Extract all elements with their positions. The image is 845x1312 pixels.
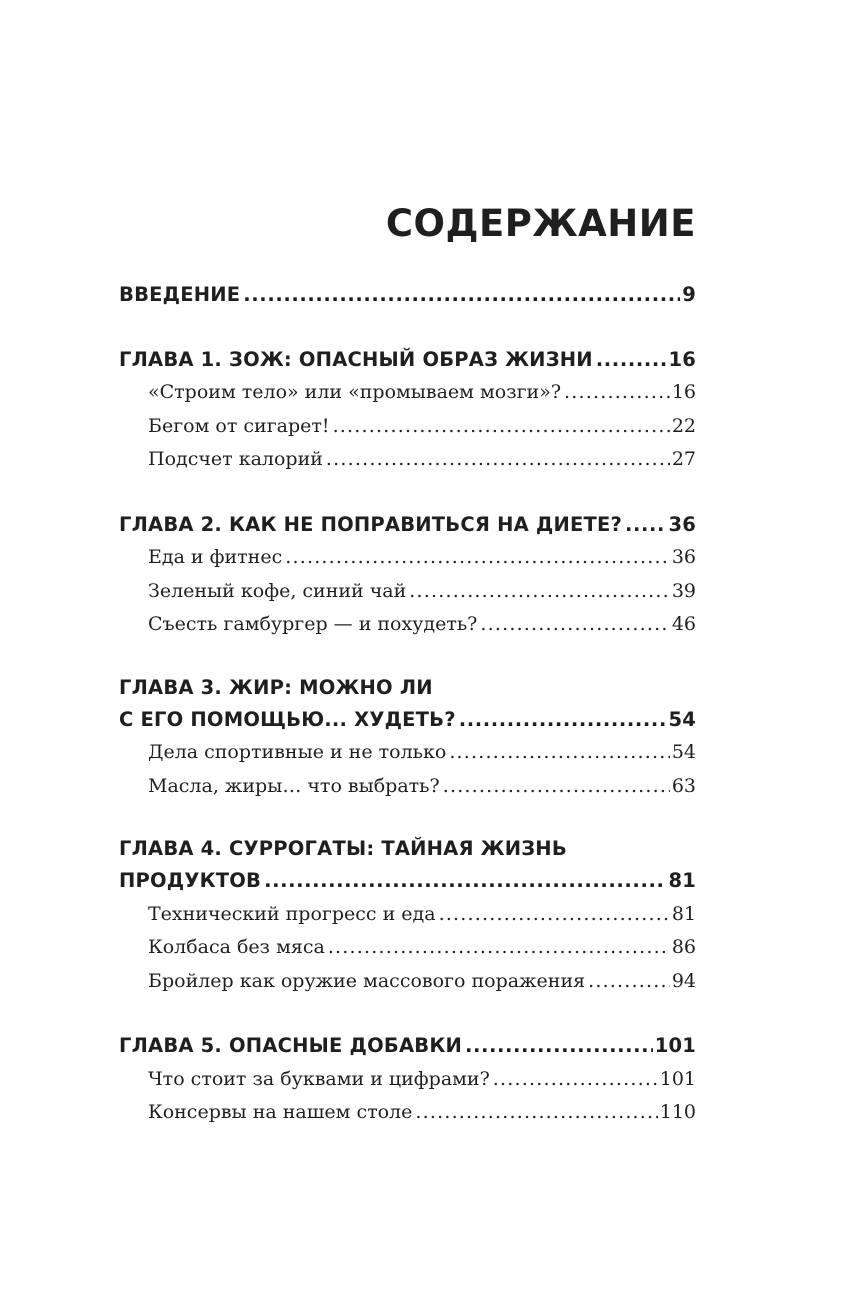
chapter-title-line: ГЛАВА 3. ЖИР: МОЖНО ЛИ [119, 675, 433, 699]
entry-page-number: 22 [671, 414, 696, 437]
entry-page-number: 36 [668, 512, 696, 536]
entry-label: Колбаса без мяса [148, 936, 325, 958]
entry-page-number: 63 [671, 774, 696, 797]
entry-page-number: 16 [671, 381, 696, 403]
dot-leader [326, 443, 670, 477]
entry-label: Технический прогресс и еда [148, 902, 436, 925]
entry-page-number: 101 [654, 1034, 696, 1057]
toc-group-chapter-4 [119, 834, 696, 998]
toc-entry-section[interactable] [119, 443, 696, 477]
dot-leader [264, 864, 666, 898]
dot-leader [439, 898, 670, 932]
dot-leader [415, 1096, 657, 1130]
entry-page-number: 81 [668, 869, 696, 892]
entry-page-number: 86 [671, 936, 696, 958]
entry-label: Что стоит за буквами и цифрами? [148, 1067, 490, 1090]
entry-label: С ЕГО ПОМОЩЬЮ... ХУДЕТЬ? [119, 707, 456, 731]
dot-leader [465, 1029, 653, 1063]
entry-label: Масла, жиры… что выбрать? [148, 774, 440, 797]
toc-entry-chapter-2[interactable] [119, 508, 696, 542]
dot-leader [409, 575, 670, 609]
entry-page-number: 39 [671, 579, 696, 602]
dot-leader [285, 541, 670, 575]
toc-entry-section[interactable] [119, 965, 696, 999]
toc-entry-section[interactable] [119, 770, 696, 804]
toc-group-introduction [119, 278, 696, 312]
entry-page-number: 46 [671, 613, 696, 635]
toc-entry-section[interactable] [119, 575, 696, 609]
toc-entry-section[interactable] [119, 931, 696, 965]
entry-page-number: 27 [671, 448, 696, 470]
toc-entry-section[interactable] [119, 541, 696, 575]
dot-leader [243, 278, 680, 312]
dot-leader [480, 608, 669, 642]
dot-leader [596, 343, 667, 377]
book-page [119, 0, 696, 1312]
entry-label: «Строим тело» или «промываем мозги»? [148, 381, 562, 403]
toc-list [119, 278, 696, 1161]
toc-title: СОДЕРЖАНИЕ [385, 202, 696, 245]
entry-page-number: 36 [671, 546, 696, 568]
entry-page-number: 110 [659, 1101, 696, 1123]
entry-label: Дела спортивные и не только [148, 741, 447, 763]
dot-leader [449, 736, 670, 770]
toc-entry-section[interactable] [119, 410, 696, 444]
toc-group-chapter-2 [119, 508, 696, 642]
entry-label: Бегом от сигарет! [148, 414, 330, 437]
toc-entry-section[interactable] [119, 376, 696, 410]
entry-label: ГЛАВА 1. ЗОЖ: ОПАСНЫЙ ОБРАЗ ЖИЗНИ [119, 347, 593, 371]
entry-label: ГЛАВА 5. ОПАСНЫЕ ДОБАВКИ [119, 1034, 462, 1057]
toc-group-chapter-5 [119, 1029, 696, 1130]
entry-label: Бройлер как оружие массового поражения [148, 969, 586, 992]
toc-entry-chapter-5[interactable] [119, 1029, 696, 1063]
entry-label: Зеленый кофе, синий чай [148, 579, 407, 602]
dot-leader [564, 376, 670, 410]
dot-leader [493, 1063, 658, 1097]
entry-page-number: 9 [682, 283, 696, 306]
entry-label: Съесть гамбургер — и похудеть? [148, 613, 478, 635]
entry-label: ПРОДУКТОВ [119, 869, 262, 892]
toc-group-chapter-3 [119, 673, 696, 804]
dot-leader [328, 931, 670, 965]
toc-entry-section[interactable] [119, 1063, 696, 1097]
entry-page-number: 101 [659, 1067, 696, 1090]
dot-leader [443, 770, 670, 804]
toc-entry-chapter-3[interactable] [119, 703, 696, 737]
toc-entry-section[interactable] [119, 736, 696, 770]
dot-leader [588, 965, 670, 999]
dot-leader [625, 508, 666, 542]
entry-label: Подсчет калорий [148, 448, 323, 470]
entry-page-number: 81 [671, 902, 696, 925]
entry-label: Консервы на нашем столе [148, 1101, 413, 1123]
entry-label: Еда и фитнес [148, 546, 283, 568]
entry-label: ГЛАВА 2. КАК НЕ ПОПРАВИТЬСЯ НА ДИЕТЕ? [119, 512, 623, 536]
entry-label: ВВЕДЕНИЕ [119, 283, 241, 306]
toc-entry-chapter-4[interactable] [119, 864, 696, 898]
toc-entry-section[interactable] [119, 608, 696, 642]
toc-entry-section[interactable] [119, 1096, 696, 1130]
chapter-title-line: ГЛАВА 4. СУРРОГАТЫ: ТАЙНАЯ ЖИЗНЬ [119, 837, 567, 860]
entry-page-number: 54 [668, 707, 696, 731]
entry-page-number: 16 [668, 347, 696, 371]
dot-leader [459, 703, 667, 737]
toc-entry-chapter-1[interactable] [119, 343, 696, 377]
toc-group-chapter-1 [119, 343, 696, 477]
toc-entry-section[interactable] [119, 898, 696, 932]
toc-entry-introduction[interactable] [119, 278, 696, 312]
entry-page-number: 54 [671, 741, 696, 763]
dot-leader [333, 410, 670, 444]
entry-page-number: 94 [671, 969, 696, 992]
